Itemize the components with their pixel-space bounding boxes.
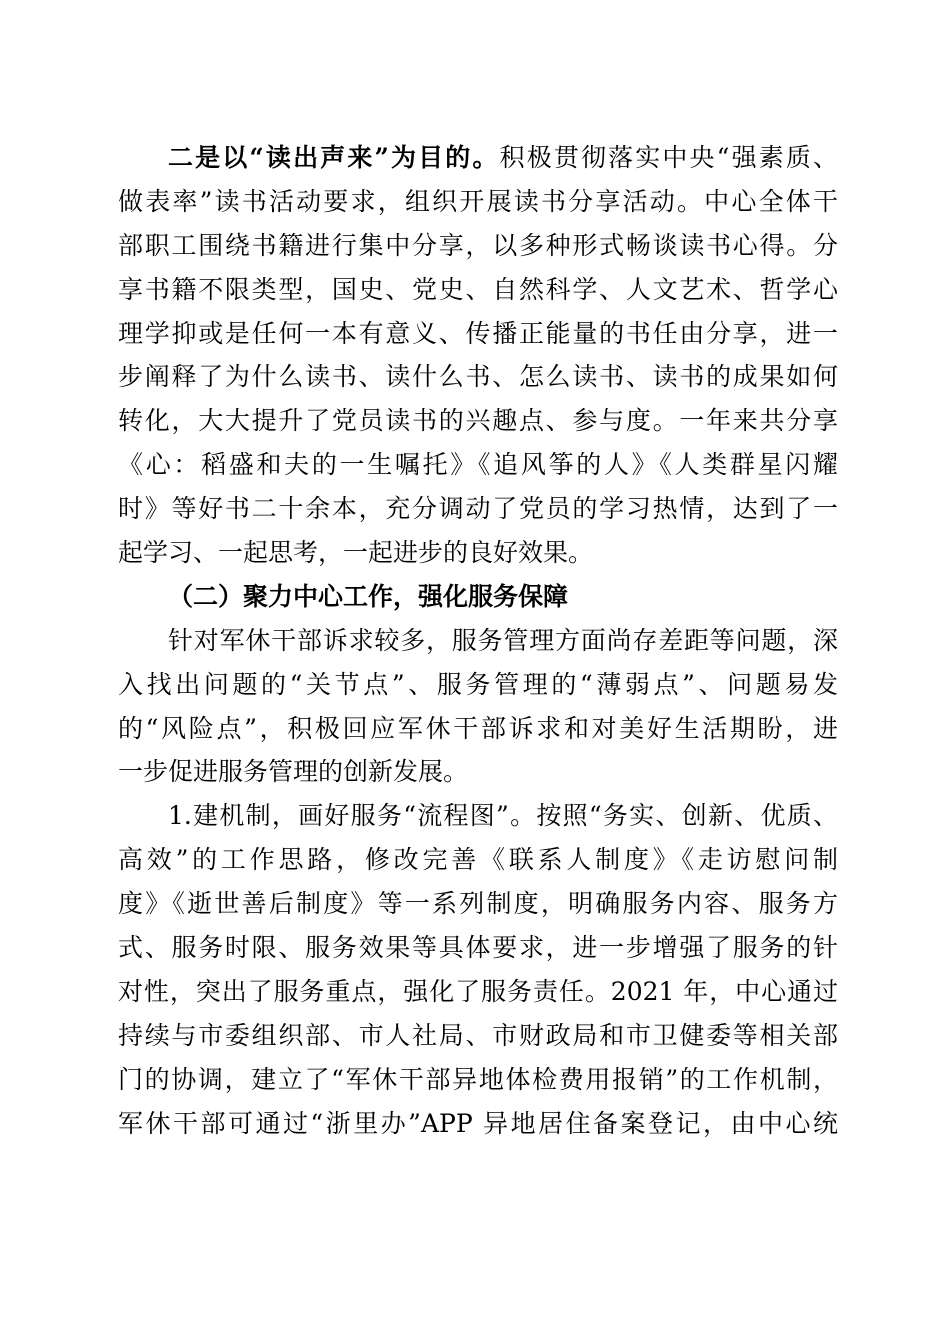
paragraph-2-line: 一步促进服务管理的创新发展。 <box>118 757 469 787</box>
paragraph-3-line: 高效”的工作思路，修改完善《联系人制度》《走访慰问制 <box>118 845 838 875</box>
paragraph-3-line: 持续与市委组织部、市人社局、市财政局和市卫健委等相关部 <box>118 1020 838 1050</box>
paragraph-3-line: 对性，突出了服务重点，强化了服务责任。2021 年，中心通过 <box>118 976 838 1006</box>
paragraph-2-line: 的“风险点”，积极回应军休干部诉求和对美好生活期盼，进 <box>118 713 838 743</box>
paragraph-3-line: 1.建机制，画好服务“流程图”。按照“务实、创新、优质、 <box>168 801 838 831</box>
paragraph-1-line: 部职工围绕书籍进行集中分享，以多种形式畅谈读书心得。分 <box>118 230 838 260</box>
paragraph-2-line: 针对军休干部诉求较多，服务管理方面尚存差距等问题，深 <box>168 625 838 655</box>
paragraph-1-line-1-text: 积极贯彻落实中央“强素质、 <box>499 143 838 172</box>
paragraph-1-line: 起学习、一起思考，一起进步的良好效果。 <box>118 538 594 568</box>
paragraph-1-line-1 <box>118 136 838 180</box>
paragraph-1-line: 享书籍不限类型，国史、党史、自然科学、人文艺术、哲学心 <box>118 274 838 304</box>
paragraph-1-lead: 二是以“读出声来”为目的。 <box>168 143 500 172</box>
paragraph-3-line: 式、服务时限、服务效果等具体要求，进一步增强了服务的针 <box>118 933 838 963</box>
paragraph-1-line: 做表率”读书活动要求，组织开展读书分享活动。中心全体干 <box>118 186 838 216</box>
paragraph-1-line: 步阐释了为什么读书、读什么书、怎么读书、读书的成果如何 <box>118 362 838 392</box>
document-body <box>118 136 838 1145</box>
paragraph-1-line: 理学抑或是任何一本有意义、传播正能量的书任由分享，进一 <box>118 318 838 348</box>
paragraph-3-line: 度》《逝世善后制度》等一系列制度，明确服务内容、服务方 <box>118 889 838 919</box>
paragraph-3-line: 军休干部可通过“浙里办”APP 异地居住备案登记，由中心统 <box>118 1108 838 1138</box>
paragraph-2-line: 入找出问题的“关节点”、服务管理的“薄弱点”、问题易发 <box>118 669 838 699</box>
paragraph-3-line: 门的协调，建立了“军休干部异地体检费用报销”的工作机制， <box>118 1064 838 1094</box>
paragraph-1-line: 时》等好书二十余本，充分调动了党员的学习热情，达到了一 <box>118 494 838 524</box>
paragraph-1-line: 《心：稻盛和夫的一生嘱托》《追风筝的人》《人类群星闪耀 <box>118 450 838 480</box>
section-heading: （二）聚力中心工作，强化服务保障 <box>168 581 569 611</box>
paragraph-1-line: 转化，大大提升了党员读书的兴趣点、参与度。一年来共分享 <box>118 406 838 436</box>
